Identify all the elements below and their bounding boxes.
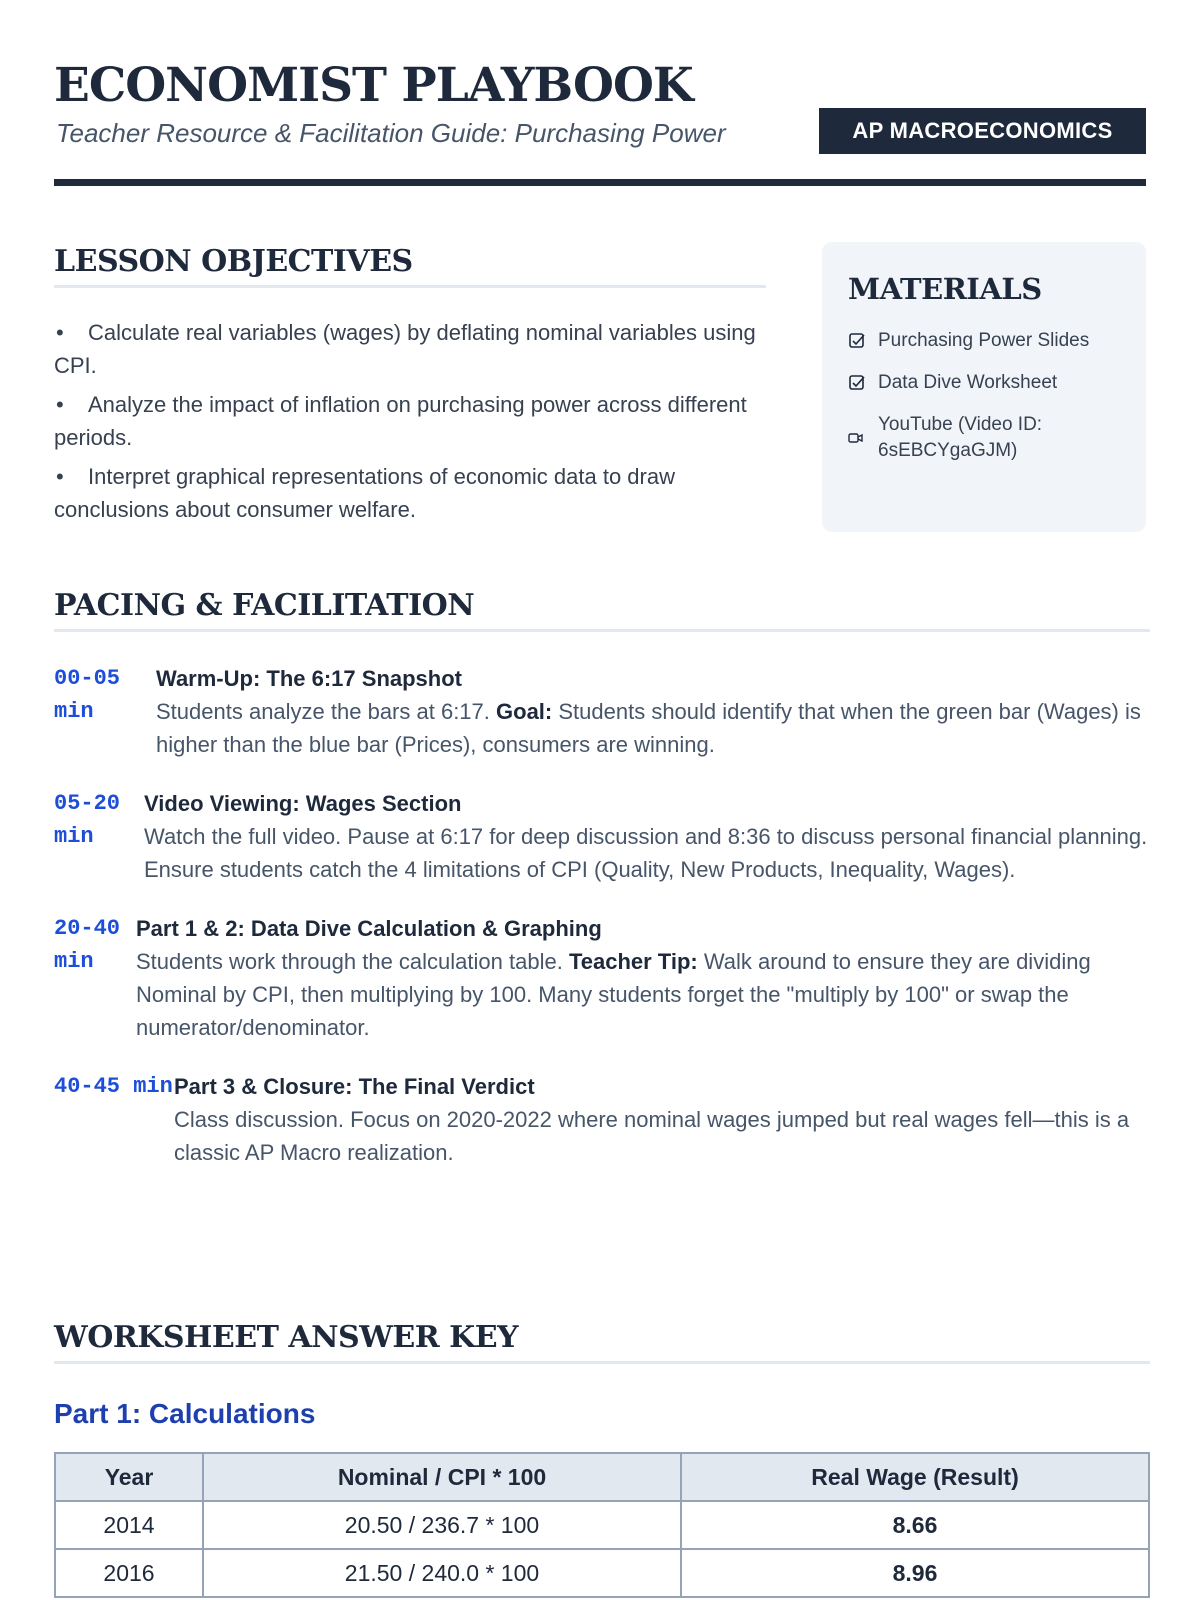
year-cell: 2014 [55, 1501, 203, 1549]
formula-cell: 21.50 / 240.0 * 100 [203, 1549, 681, 1597]
objective-text: Interpret graphical representations of economic data to draw conclusions about consumer welfare. [54, 464, 675, 522]
pacing-title: Part 3 & Closure: The Final Verdict [174, 1074, 535, 1099]
materials-panel [822, 242, 1146, 532]
pacing-heading: PACING & FACILITATION [54, 588, 1150, 632]
calculation-table [54, 1452, 1150, 1598]
pacing-time: 40-45 min [54, 1074, 173, 1099]
pacing-text-part: Students should identify that when the green bar (Wages) is higher than the blue bar (Prices), consumers are winning. [156, 699, 1141, 757]
pacing-row [54, 1070, 1150, 1169]
lesson-objectives-section [54, 244, 766, 532]
list-item [54, 388, 766, 454]
pacing-text-part: Class discussion. Focus on 2020-2022 where nominal wages jumped but real wages fell—this is a classic AP Macro realization. [174, 1107, 1130, 1165]
material-label: Purchasing Power Slides [878, 330, 1090, 351]
column-header: Nominal / CPI * 100 [203, 1453, 681, 1501]
pacing-text [144, 820, 1150, 886]
pacing-body [174, 1070, 1150, 1169]
pacing-row [54, 787, 1150, 886]
material-label: Data Dive Worksheet [878, 372, 1058, 393]
pacing-time: 05-20 min [54, 791, 121, 849]
pacing-row [54, 662, 1150, 761]
result-cell: 8.96 [681, 1549, 1149, 1597]
course-badge: AP MACROECONOMICS [819, 108, 1146, 154]
objectives-heading: LESSON OBJECTIVES [54, 244, 766, 288]
list-item [54, 316, 766, 382]
bullet: • [56, 464, 64, 489]
bullet: • [56, 392, 64, 417]
pacing-title: Video Viewing: Wages Section [144, 791, 462, 816]
year-cell: 2016 [55, 1549, 203, 1597]
formula-cell: 20.50 / 236.7 * 100 [203, 1501, 681, 1549]
pacing-title: Warm-Up: The 6:17 Snapshot [156, 666, 462, 691]
checkbox-icon [848, 374, 878, 392]
list-item [54, 460, 766, 526]
table-row [55, 1501, 1149, 1549]
pacing-time: 20-40 min [54, 916, 121, 974]
checkbox-icon [848, 332, 878, 350]
pacing-body [144, 787, 1150, 886]
pacing-title: Part 1 & 2: Data Dive Calculation & Graphing [136, 916, 602, 941]
material-item [848, 412, 1120, 464]
material-label: YouTube (Video ID: 6sEBCYgaGJM) [878, 414, 1043, 461]
table-header-row [55, 1453, 1149, 1501]
objective-text: Calculate real variables (wages) by deflating nominal variables using CPI. [54, 320, 756, 378]
pacing-section [54, 588, 1150, 1169]
pacing-body [156, 662, 1150, 761]
pacing-time: 00-05 min [54, 666, 121, 724]
result-cell: 8.66 [681, 1501, 1149, 1549]
part1-heading: Part 1: Calculations [54, 1398, 316, 1429]
materials-heading: MATERIALS [848, 272, 1042, 306]
material-item [848, 370, 1120, 396]
pacing-text-part: Students work through the calculation table. [136, 949, 569, 974]
answer-key-heading: WORKSHEET ANSWER KEY [54, 1320, 1150, 1364]
column-header: Year [55, 1453, 203, 1501]
pacing-text [136, 945, 1150, 1044]
video-camera-icon [848, 432, 878, 444]
page-title: ECONOMIST PLAYBOOK [54, 58, 693, 113]
bullet: • [56, 320, 64, 345]
pacing-emphasis: Goal: [496, 699, 553, 724]
answer-key-section [54, 1320, 1150, 1598]
pacing-row [54, 912, 1150, 1044]
objectives-list [54, 316, 766, 526]
pacing-emphasis: Teacher Tip: [568, 949, 698, 974]
material-item [848, 328, 1120, 354]
pacing-text [156, 695, 1150, 761]
column-header: Real Wage (Result) [681, 1453, 1149, 1501]
objective-text: Analyze the impact of inflation on purchasing power across different periods. [54, 392, 747, 450]
pacing-text-part: Students analyze the bars at 6:17. [156, 699, 497, 724]
pacing-text-part: Watch the full video. Pause at 6:17 for deep discussion and 8:36 to discuss personal financial planning. Ensure students catch the 4 limitations of CPI (Quality, New Products, Inequality, Wages). [144, 824, 1148, 882]
pacing-body [136, 912, 1150, 1044]
page-subtitle: Teacher Resource & Facilitation Guide: Purchasing Power [56, 118, 726, 148]
pacing-text [174, 1103, 1150, 1169]
table-row [55, 1549, 1149, 1597]
pacing-text-part: Walk around to ensure they are dividing Nominal by CPI, then multiplying by 100. Many students forget the "multiply by 100" or swap the numerator/denominator. [136, 949, 1091, 1040]
page-header [54, 54, 1146, 186]
